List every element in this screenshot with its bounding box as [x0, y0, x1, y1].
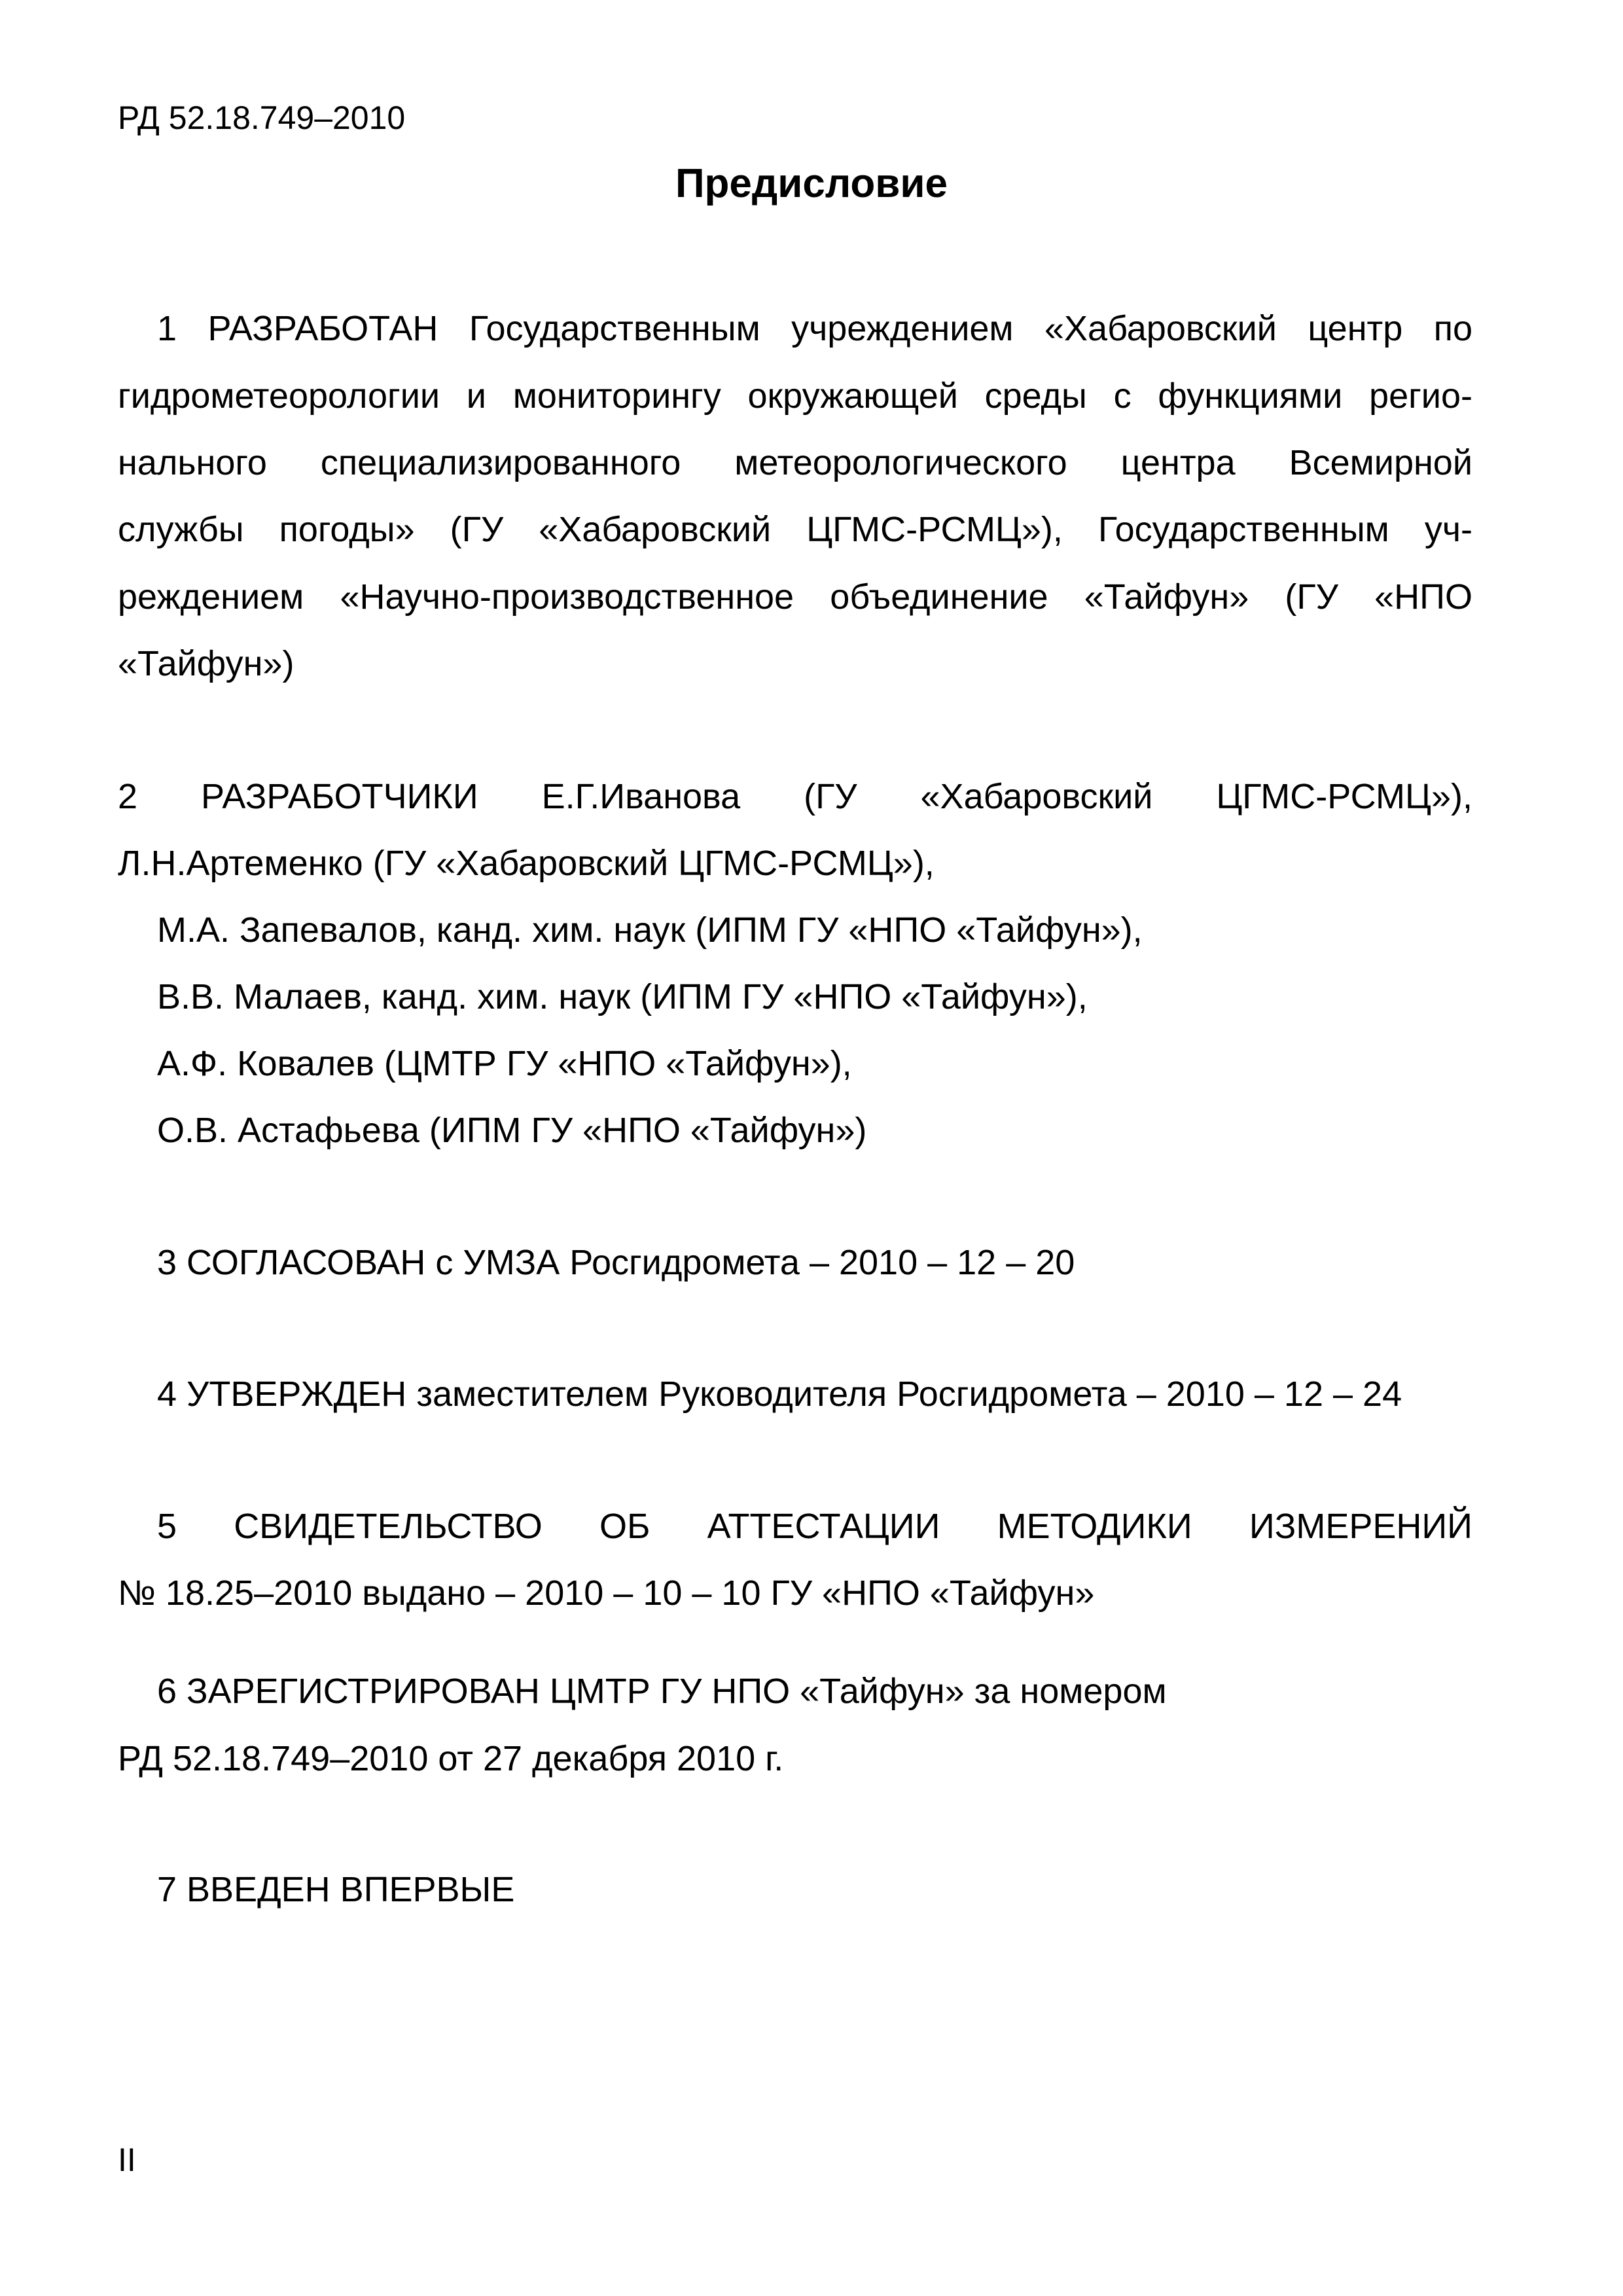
item-5-line-2: № 18.25–2010 выдано – 2010 – 10 – 10 ГУ «НПО «Тайфун» [118, 1573, 1095, 1613]
item-6-line-2: РД 52.18.749–2010 от 27 декабря 2010 г. [118, 1739, 784, 1778]
page-number: II [118, 2142, 136, 2178]
item-1-line-4: службы погоды» (ГУ «Хабаровский ЦГМС-РСМЦ»), Государственным уч- [118, 510, 1472, 549]
item-1-line-6: «Тайфун») [118, 644, 294, 683]
item-2-line-6: О.В. Астафьева (ИПМ ГУ «НПО «Тайфун») [157, 1111, 867, 1150]
item-1-line-1: 1 РАЗРАБОТАН Государственным учреждением «Хабаровский центр по [157, 309, 1472, 348]
item-5-line-1: 5 СВИДЕТЕЛЬСТВО ОБ АТТЕСТАЦИИ МЕТОДИКИ ИЗМЕРЕНИЙ [157, 1507, 1472, 1546]
item-1-line-5: реждением «Научно-производственное объединение «Тайфун» (ГУ «НПО [118, 577, 1472, 617]
item-4-line-1: 4 УТВЕРЖДЕН заместителем Руководителя Росгидромета – 2010 – 12 – 24 [157, 1374, 1402, 1414]
item-7-line-1: 7 ВВЕДЕН ВПЕРВЫЕ [157, 1870, 515, 1909]
item-6-line-1: 6 ЗАРЕГИСТРИРОВАН ЦМТР ГУ НПО «Тайфун» за номером [157, 1672, 1167, 1711]
item-2-line-5: А.Ф. Ковалев (ЦМТР ГУ «НПО «Тайфун»), [157, 1044, 852, 1083]
item-1-line-2: гидрометеорологии и мониторингу окружающей среды с функциями регио- [118, 376, 1472, 416]
item-3-line-1: 3 СОГЛАСОВАН с УМЗА Росгидромета – 2010 – 12 – 20 [157, 1243, 1075, 1282]
document-code: РД 52.18.749–2010 [118, 99, 406, 136]
page-title: Предисловие [675, 161, 948, 206]
item-2-line-2: Л.Н.Артеменко (ГУ «Хабаровский ЦГМС-РСМЦ»), [118, 844, 935, 883]
item-2-line-1: 2 РАЗРАБОТЧИКИ Е.Г.Иванова (ГУ «Хабаровский ЦГМС-РСМЦ»), [118, 777, 1472, 816]
item-1-line-3: нального специализированного метеорологического центра Всемирной [118, 443, 1472, 482]
item-2-line-3: М.А. Запевалов, канд. хим. наук (ИПМ ГУ «НПО «Тайфун»), [157, 910, 1143, 950]
item-2-line-4: В.В. Малаев, канд. хим. наук (ИПМ ГУ «НПО «Тайфун»), [157, 977, 1088, 1016]
